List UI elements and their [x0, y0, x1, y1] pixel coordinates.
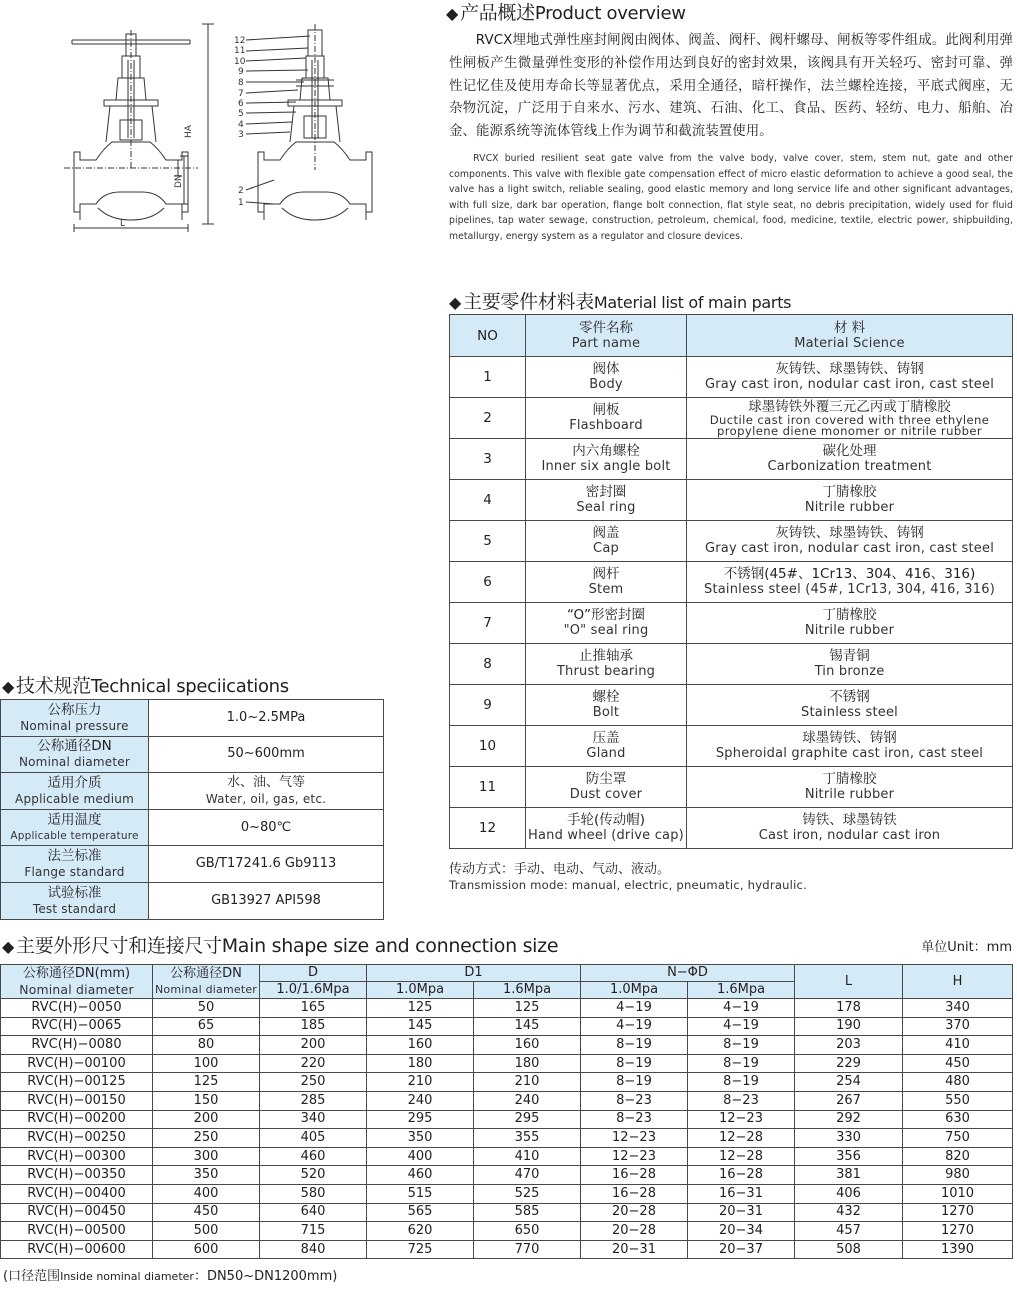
part-number: 9 — [450, 685, 526, 726]
cell-d: 220 — [260, 1054, 367, 1073]
part-label-6: 6 — [238, 99, 244, 109]
cell-model: RVC(H)−0050 — [1, 999, 153, 1018]
cell-d: 520 — [260, 1166, 367, 1185]
cell-h: 750 — [903, 1129, 1013, 1148]
cell-nphid-1-0: 8−23 — [581, 1110, 688, 1129]
technical-table — [0, 699, 384, 920]
dimension-row — [1, 1036, 1013, 1055]
cell-d1-1-6: 470 — [474, 1166, 581, 1185]
cell-dn: 300 — [153, 1147, 260, 1166]
header-material: 材 料 Material Science — [687, 315, 1013, 357]
cell-d1-1-0: 460 — [367, 1166, 474, 1185]
overview-text-en: RVCX buried resilient seat gate valve from the valve body, valve cover, stem, stem nut, gate and other components. This valve with flexible gate compensation effect of micro elastic deformation to achieve a good seal, the valve has a light switch, reliable sealing, good elastic memory and long service life and other significant advantages, with full size, dark bar operation, flange bolt connection, flat style seat, no debris precipitation, widely used for fluid pipelines, tap water sewage, construction, petroleum, chemical, food, medicine, textile, electric power, shipbuilding, metallurgy, energy system as a regulator and closure devices. — [449, 153, 1013, 242]
diamond-bullet-icon: ◆ — [449, 293, 462, 312]
part-material: 不锈钢 Stainless steel — [687, 685, 1013, 726]
part-name: 螺栓 Bolt — [526, 685, 687, 726]
footnote: (口径范围Inside nominal diameter：DN50~DN1200mm) — [3, 1269, 338, 1284]
dimension-row — [1, 1017, 1013, 1036]
part-material: 锡青铜 Tin bronze — [687, 644, 1013, 685]
cell-h: 370 — [903, 1017, 1013, 1036]
cell-nphid-1-0: 8−19 — [581, 1036, 688, 1055]
cell-h: 820 — [903, 1147, 1013, 1166]
part-label-1: 1 — [238, 198, 244, 208]
cell-d1-1-0: 125 — [367, 999, 474, 1018]
cell-l: 267 — [795, 1091, 903, 1110]
cell-d1-1-0: 240 — [367, 1091, 474, 1110]
cell-model: RVC(H)−00200 — [1, 1110, 153, 1129]
header-dn: 公称通径DN Nominal diameter — [153, 965, 260, 999]
cell-nphid-1-0: 4−19 — [581, 1017, 688, 1036]
unit-label: 单位Unit：mm — [921, 940, 1012, 955]
header-nphid-1-0: 1.0Mpa — [581, 982, 688, 999]
cell-nphid-1-0: 12−23 — [581, 1129, 688, 1148]
cell-d: 405 — [260, 1129, 367, 1148]
cell-d1-1-0: 210 — [367, 1073, 474, 1092]
part-name: 密封圈 Seal ring — [526, 480, 687, 521]
materials-row — [450, 357, 1013, 398]
header-model: 公称通径DN(mm) Nominal diameter — [1, 965, 153, 999]
cell-dn: 250 — [153, 1129, 260, 1148]
materials-row — [450, 398, 1013, 439]
cell-model: RVC(H)−00500 — [1, 1222, 153, 1241]
cell-dn: 350 — [153, 1166, 260, 1185]
cell-d: 185 — [260, 1017, 367, 1036]
part-name: 止推轴承 Thrust bearing — [526, 644, 687, 685]
materials-row — [450, 603, 1013, 644]
cell-model: RVC(H)−00600 — [1, 1240, 153, 1259]
cell-model: RVC(H)−00300 — [1, 1147, 153, 1166]
cell-l: 229 — [795, 1054, 903, 1073]
dimension-row — [1, 999, 1013, 1018]
cell-h: 450 — [903, 1054, 1013, 1073]
part-material: 丁腈橡胶 Nitrile rubber — [687, 767, 1013, 808]
materials-header-row — [450, 315, 1013, 357]
cell-nphid-1-6: 20−31 — [688, 1203, 795, 1222]
cell-d1-1-0: 620 — [367, 1222, 474, 1241]
cell-nphid-1-6: 8−19 — [688, 1036, 795, 1055]
part-number: 6 — [450, 562, 526, 603]
cell-d1-1-0: 180 — [367, 1054, 474, 1073]
part-name: 压盖 Gland — [526, 726, 687, 767]
cell-h: 340 — [903, 999, 1013, 1018]
cell-d: 200 — [260, 1036, 367, 1055]
part-number: 3 — [450, 439, 526, 480]
header-part-name: 零件名称 Part name — [526, 315, 687, 357]
cell-l: 457 — [795, 1222, 903, 1241]
dimension-row — [1, 1222, 1013, 1241]
cell-d: 715 — [260, 1222, 367, 1241]
cell-dn: 80 — [153, 1036, 260, 1055]
technical-row — [1, 846, 384, 883]
cell-d: 460 — [260, 1147, 367, 1166]
valve-technical-drawings — [60, 20, 380, 240]
cell-model: RVC(H)−00150 — [1, 1091, 153, 1110]
materials-row — [450, 439, 1013, 480]
part-material: 球墨铸铁、铸钢 Spheroidal graphite cast iron, cast steel — [687, 726, 1013, 767]
spec-value: GB/T17241.6 Gb9113 — [149, 846, 384, 883]
part-material: 铸铁、球墨铸铁 Cast iron, nodular cast iron — [687, 808, 1013, 849]
spec-label: 公称压力 Nominal pressure — [1, 700, 149, 737]
materials-row — [450, 726, 1013, 767]
cell-h: 1270 — [903, 1203, 1013, 1222]
part-number: 10 — [450, 726, 526, 767]
cell-dn: 50 — [153, 999, 260, 1018]
cell-nphid-1-6: 8−19 — [688, 1054, 795, 1073]
technical-row — [1, 809, 384, 846]
cell-dn: 450 — [153, 1203, 260, 1222]
cell-l: 292 — [795, 1110, 903, 1129]
dim-label-l: L — [120, 219, 126, 229]
cell-l: 330 — [795, 1129, 903, 1148]
cell-d1-1-0: 725 — [367, 1240, 474, 1259]
cell-h: 480 — [903, 1073, 1013, 1092]
dimension-row — [1, 1240, 1013, 1259]
header-d1: D1 — [367, 965, 581, 982]
technical-row — [1, 736, 384, 773]
overview-heading: ◆ 产品概述Product overview — [446, 2, 686, 24]
dimensions-heading: ◆ 主要外形尺寸和连接尺寸Main shape size and connection size — [2, 935, 559, 957]
cell-d1-1-6: 210 — [474, 1073, 581, 1092]
diamond-bullet-icon: ◆ — [446, 4, 459, 23]
materials-heading: ◆ 主要零件材料表Material list of main parts — [449, 291, 792, 313]
part-number: 7 — [450, 603, 526, 644]
cell-d1-1-6: 125 — [474, 999, 581, 1018]
cell-dn: 200 — [153, 1110, 260, 1129]
spec-label: 法兰标准 Flange standard — [1, 846, 149, 883]
part-material: 丁腈橡胶 Nitrile rubber — [687, 603, 1013, 644]
cell-dn: 600 — [153, 1240, 260, 1259]
cell-l: 406 — [795, 1184, 903, 1203]
part-number: 4 — [450, 480, 526, 521]
cell-nphid-1-6: 12−23 — [688, 1110, 795, 1129]
cell-model: RVC(H)−00350 — [1, 1166, 153, 1185]
part-material: 不锈钢(45#、1Cr13、304、416、316) Stainless steel (45#, 1Cr13, 304, 416, 316) — [687, 562, 1013, 603]
dimension-row — [1, 1184, 1013, 1203]
cell-d: 165 — [260, 999, 367, 1018]
cell-nphid-1-0: 20−28 — [581, 1222, 688, 1241]
technical-row — [1, 700, 384, 737]
cell-d: 250 — [260, 1073, 367, 1092]
dimension-row — [1, 1129, 1013, 1148]
dimensions-table — [0, 964, 1013, 1259]
cell-model: RVC(H)−00400 — [1, 1184, 153, 1203]
cell-d1-1-0: 565 — [367, 1203, 474, 1222]
technical-row — [1, 882, 384, 919]
cell-nphid-1-0: 8−19 — [581, 1073, 688, 1092]
cell-h: 980 — [903, 1166, 1013, 1185]
part-material: 碳化处理 Carbonization treatment — [687, 439, 1013, 480]
part-name: 内六角螺栓 Inner six angle bolt — [526, 439, 687, 480]
materials-row — [450, 480, 1013, 521]
part-label-12: 12 — [234, 36, 246, 46]
technical-row — [1, 773, 384, 810]
cell-l: 432 — [795, 1203, 903, 1222]
cell-nphid-1-0: 16−28 — [581, 1184, 688, 1203]
cell-model: RVC(H)−00100 — [1, 1054, 153, 1073]
spec-value: 水、油、气等 Water, oil, gas, etc. — [149, 773, 384, 810]
dimension-row — [1, 1110, 1013, 1129]
materials-row — [450, 767, 1013, 808]
cell-nphid-1-0: 4−19 — [581, 999, 688, 1018]
dim-label-ha: HA — [184, 125, 194, 138]
diamond-bullet-icon: ◆ — [2, 937, 15, 956]
cell-d: 580 — [260, 1184, 367, 1203]
part-name: 手轮(传动帽) Hand wheel (drive cap) — [526, 808, 687, 849]
cell-dn: 150 — [153, 1091, 260, 1110]
cell-dn: 100 — [153, 1054, 260, 1073]
cell-h: 1390 — [903, 1240, 1013, 1259]
cell-l: 356 — [795, 1147, 903, 1166]
spec-label: 公称通径DN Nominal diameter — [1, 736, 149, 773]
part-number: 2 — [450, 398, 526, 439]
cell-d: 840 — [260, 1240, 367, 1259]
cell-d: 640 — [260, 1203, 367, 1222]
cell-nphid-1-6: 8−23 — [688, 1091, 795, 1110]
cell-l: 508 — [795, 1240, 903, 1259]
spec-label: 适用介质 Applicable medium — [1, 773, 149, 810]
cell-d1-1-6: 355 — [474, 1129, 581, 1148]
cell-d1-1-0: 400 — [367, 1147, 474, 1166]
part-name: 防尘罩 Dust cover — [526, 767, 687, 808]
part-number: 8 — [450, 644, 526, 685]
cell-model: RVC(H)−0065 — [1, 1017, 153, 1036]
cell-h: 550 — [903, 1091, 1013, 1110]
cell-nphid-1-0: 20−31 — [581, 1240, 688, 1259]
cell-d1-1-0: 515 — [367, 1184, 474, 1203]
technical-heading: ◆ 技术规范Technical speciications — [2, 675, 289, 697]
overview-text-cn: RVCX埋地式弹性座封闸阀由阀体、阀盖、阀杆、阀杆螺母、闸板等零件组成。此阀利用弹性闸板产生微量弹性变形的补偿作用达到良好的密封效果，该阀具有开关轻巧、密封可靠、弹性记忆佳及使用寿命长等显著优点，采用全通径，暗杆操作，法兰螺栓连接，平底式阀座，无杂物沉淀，广泛用于自来水、污水、建筑、石油、化工、食品、医药、轻纺、电力、船舶、冶金、能源系统等流体管线上作为调节和截流装置使用。 — [449, 33, 1013, 140]
materials-row — [450, 521, 1013, 562]
dimension-row — [1, 1166, 1013, 1185]
header-d: D — [260, 965, 367, 982]
dimension-row — [1, 1091, 1013, 1110]
part-number: 12 — [450, 808, 526, 849]
part-label-11: 11 — [234, 46, 246, 56]
header-no: NO — [450, 315, 526, 357]
cell-d1-1-6: 160 — [474, 1036, 581, 1055]
cell-dn: 125 — [153, 1073, 260, 1092]
cell-nphid-1-6: 8−19 — [688, 1073, 795, 1092]
materials-table — [449, 314, 1013, 849]
part-label-8: 8 — [238, 78, 244, 88]
cell-l: 381 — [795, 1166, 903, 1185]
cell-d1-1-6: 525 — [474, 1184, 581, 1203]
materials-row — [450, 685, 1013, 726]
cell-nphid-1-0: 8−19 — [581, 1054, 688, 1073]
dimensions-header-row-1 — [1, 965, 1013, 982]
part-label-7: 7 — [238, 89, 244, 99]
cell-d1-1-0: 145 — [367, 1017, 474, 1036]
header-nphid-1-6: 1.6Mpa — [688, 982, 795, 999]
cell-d1-1-6: 180 — [474, 1054, 581, 1073]
cell-d1-1-0: 160 — [367, 1036, 474, 1055]
part-material: 灰铸铁、球墨铸铁、铸钢 Gray cast iron, nodular cast iron, cast steel — [687, 357, 1013, 398]
cell-dn: 500 — [153, 1222, 260, 1241]
spec-value: 1.0~2.5MPa — [149, 700, 384, 737]
materials-row — [450, 644, 1013, 685]
materials-row — [450, 808, 1013, 849]
cell-nphid-1-0: 8−23 — [581, 1091, 688, 1110]
part-name: 阀杆 Stem — [526, 562, 687, 603]
cell-nphid-1-0: 20−28 — [581, 1203, 688, 1222]
cell-d1-1-6: 585 — [474, 1203, 581, 1222]
part-label-5: 5 — [238, 109, 244, 119]
spec-value: GB13927 API598 — [149, 882, 384, 919]
dimension-row — [1, 1073, 1013, 1092]
cell-h: 410 — [903, 1036, 1013, 1055]
spec-label: 适用温度 Applicable temperature — [1, 809, 149, 846]
cell-model: RVC(H)−0080 — [1, 1036, 153, 1055]
cell-d1-1-6: 145 — [474, 1017, 581, 1036]
part-number: 11 — [450, 767, 526, 808]
cell-l: 254 — [795, 1073, 903, 1092]
spec-value: 50~600mm — [149, 736, 384, 773]
cell-nphid-1-6: 4−19 — [688, 999, 795, 1018]
cell-nphid-1-6: 20−34 — [688, 1222, 795, 1241]
cell-nphid-1-6: 20−37 — [688, 1240, 795, 1259]
header-d-pressure: 1.0/1.6Mpa — [260, 982, 367, 999]
part-label-3: 3 — [238, 130, 244, 140]
cell-h: 1010 — [903, 1184, 1013, 1203]
cell-d1-1-0: 295 — [367, 1110, 474, 1129]
materials-row — [450, 562, 1013, 603]
header-l: L — [795, 965, 903, 999]
cell-d1-1-0: 350 — [367, 1129, 474, 1148]
dimension-row — [1, 1054, 1013, 1073]
cell-model: RVC(H)−00250 — [1, 1129, 153, 1148]
cell-h: 630 — [903, 1110, 1013, 1129]
header-n-phi-d: N−ΦD — [581, 965, 795, 982]
cell-l: 203 — [795, 1036, 903, 1055]
cell-nphid-1-6: 4−19 — [688, 1017, 795, 1036]
cell-l: 178 — [795, 999, 903, 1018]
cell-d: 340 — [260, 1110, 367, 1129]
dimension-row — [1, 1147, 1013, 1166]
part-name: “O”形密封圈 "O" seal ring — [526, 603, 687, 644]
cell-nphid-1-6: 16−31 — [688, 1184, 795, 1203]
cell-model: RVC(H)−00450 — [1, 1203, 153, 1222]
cell-d: 285 — [260, 1091, 367, 1110]
cell-model: RVC(H)−00125 — [1, 1073, 153, 1092]
cell-nphid-1-6: 12−28 — [688, 1129, 795, 1148]
cell-nphid-1-0: 16−28 — [581, 1166, 688, 1185]
part-label-2: 2 — [238, 186, 244, 196]
cell-d1-1-6: 295 — [474, 1110, 581, 1129]
cell-nphid-1-6: 16−28 — [688, 1166, 795, 1185]
part-number: 1 — [450, 357, 526, 398]
part-number: 5 — [450, 521, 526, 562]
part-material: 灰铸铁、球墨铸铁、铸钢 Gray cast iron, nodular cast iron, cast steel — [687, 521, 1013, 562]
cell-nphid-1-0: 12−23 — [581, 1147, 688, 1166]
part-label-10: 10 — [234, 57, 246, 67]
part-material: 球墨铸铁外覆三元乙丙或丁腈橡胶 Ductile cast iron covered with three ethylene propylene diene monomer or nitrile rubber — [687, 398, 1013, 439]
spec-label: 试验标准 Test standard — [1, 882, 149, 919]
transmission-mode: 传动方式：手动、电动、气动、液动。 Transmission mode: manual, electric, pneumatic, hydraulic. — [449, 862, 807, 892]
part-name: 阀盖 Cap — [526, 521, 687, 562]
cell-dn: 65 — [153, 1017, 260, 1036]
spec-value: 0~80℃ — [149, 809, 384, 846]
cell-dn: 400 — [153, 1184, 260, 1203]
part-name: 阀体 Body — [526, 357, 687, 398]
header-h: H — [903, 965, 1013, 999]
part-material: 丁腈橡胶 Nitrile rubber — [687, 480, 1013, 521]
part-name: 闸板 Flashboard — [526, 398, 687, 439]
dim-label-dn: DN — [174, 174, 184, 188]
cell-d1-1-6: 770 — [474, 1240, 581, 1259]
header-d1-1-6: 1.6Mpa — [474, 982, 581, 999]
cell-h: 1270 — [903, 1222, 1013, 1241]
part-label-4: 4 — [238, 120, 244, 130]
dimension-row — [1, 1203, 1013, 1222]
cell-l: 190 — [795, 1017, 903, 1036]
cell-d1-1-6: 410 — [474, 1147, 581, 1166]
cell-d1-1-6: 650 — [474, 1222, 581, 1241]
part-label-9: 9 — [238, 67, 244, 77]
diamond-bullet-icon: ◆ — [2, 677, 15, 696]
cell-nphid-1-6: 12−28 — [688, 1147, 795, 1166]
cell-d1-1-6: 240 — [474, 1091, 581, 1110]
header-d1-1-0: 1.0Mpa — [367, 982, 474, 999]
